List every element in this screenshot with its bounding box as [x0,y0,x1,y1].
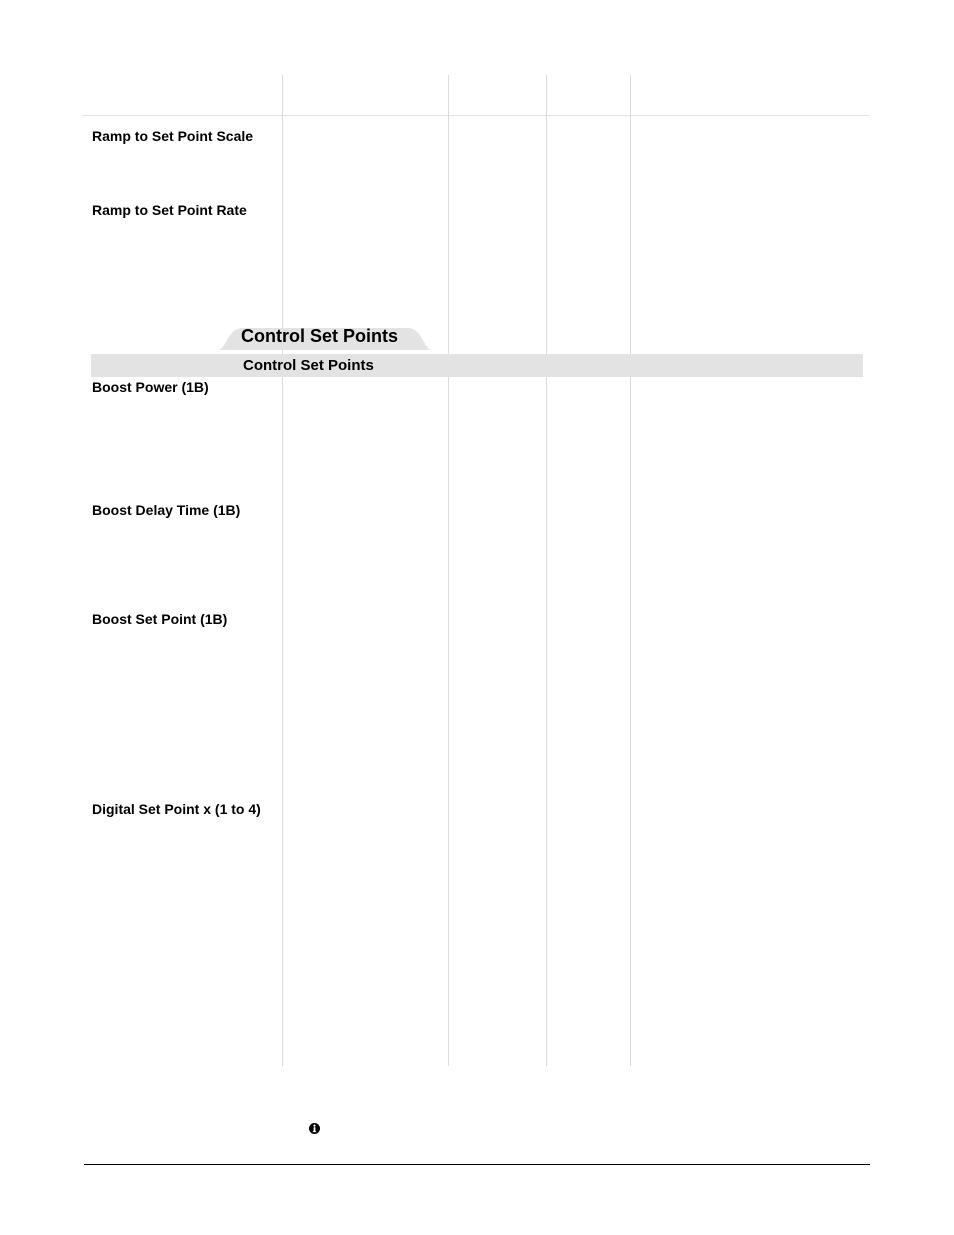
table-header-divider [82,115,869,116]
section-header-band [91,354,863,377]
column-divider [546,75,547,1066]
parameter-label-boost-setpoint: Boost Set Point (1B) [92,611,228,627]
footer-rule [84,1164,870,1165]
parameter-label-ramp-rate: Ramp to Set Point Rate [92,202,247,218]
column-divider [630,75,631,1066]
column-divider [282,75,283,1066]
parameter-label-digital-setpoint: Digital Set Point x (1 to 4) [92,801,261,817]
info-icon [309,1123,320,1134]
parameter-label-boost-delay: Boost Delay Time (1B) [92,502,241,518]
parameter-label-boost-power: Boost Power (1B) [92,379,209,395]
section-tab-title: Control Set Points [241,326,398,346]
parameter-label-ramp-scale: Ramp to Set Point Scale [92,128,254,144]
section-header-label: Control Set Points [243,357,374,374]
column-divider [448,75,449,1066]
